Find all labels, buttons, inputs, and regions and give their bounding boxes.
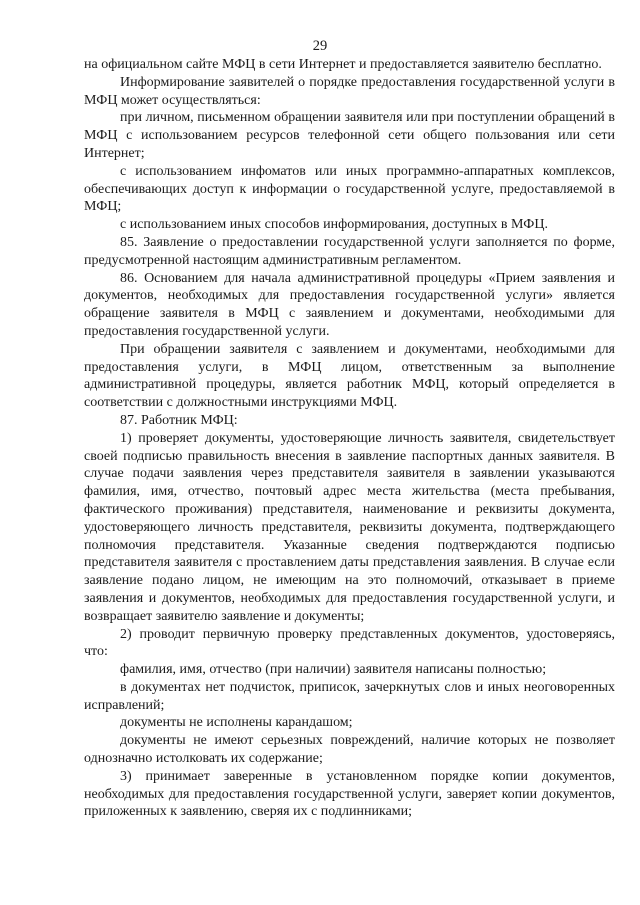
check-item-full-name: фамилия, имя, отчество (при наличии) заявителя написаны полностью; bbox=[120, 662, 547, 678]
paragraph-87-item-1: 1) проверяет документы, удостоверяющие личность заявителя, свидетельствует своей подписью правильность внесения в заявление паспортных данных заявителя. В случае подачи заявления через представителя заявителя в заявлении указываются фамилия, имя, отчество, почтовый адрес места жительства (места пребывания, фактического проживания) представителя, наименование и реквизиты документа, удостоверяющего личность представителя, реквизиты документа, подтверждающего полномочия представителя. Указанные сведения подтверждаются подписью представителя заявителя с проставлением даты представления заявления. В случае если заявление подано лицом, не имеющим на это полномочий, отказывает в приеме заявления и документов, необходимых для предоставления государственной услуги, и возвращает заявителю заявление и документы; bbox=[84, 430, 615, 624]
paragraph-personal-appeal: при личном, письменном обращении заявителя или при поступлении обращений в МФЦ с использованием ресурсов телефонной сети общего пользования или сети Интернет; bbox=[84, 110, 615, 161]
paragraph-85: 85. Заявление о предоставлении государственной услуги заполняется по форме, предусмотренной настоящим административным регламентом. bbox=[84, 234, 615, 268]
paragraph-86: 86. Основанием для начала административной процедуры «Прием заявления и документов, необходимых для предоставления государственной услуги» является обращение заявителя в МФЦ с заявлением и документами, необходимыми для предоставления государственной услуги. bbox=[84, 270, 615, 339]
check-item-no-corrections: в документах нет подчисток, приписок, зачеркнутых слов и иных неоговоренных исправлений; bbox=[84, 679, 615, 713]
paragraph-informing: Информирование заявителей о порядке предоставления государственной услуги в МФЦ может осуществляться: bbox=[84, 74, 615, 108]
check-item-no-damage: документы не имеют серьезных повреждений, наличие которых не позволяет однозначно истолковать их содержание; bbox=[84, 733, 615, 767]
document-body bbox=[84, 56, 615, 821]
paragraph-87-item-3: 3) принимает заверенные в установленном порядке копии документов, необходимых для предоставления государственной услуги, заверяет копии документов, приложенных к заявлению, сверяя их с подлинниками; bbox=[84, 768, 615, 820]
paragraph-other-ways: с использованием иных способов информирования, доступных в МФЦ. bbox=[120, 217, 548, 233]
paragraph-continuation: на официальном сайте МФЦ в сети Интернет и предоставляется заявителю бесплатно. bbox=[84, 57, 602, 72]
check-item-no-pencil: документы не исполнены карандашом; bbox=[120, 715, 353, 731]
page-number: 29 bbox=[312, 38, 328, 54]
paragraph-infomats: с использованием инфоматов или иных программно-аппаратных комплексов, обеспечивающих доступ к информации о государственной услуге, предоставляемой в МФЦ; bbox=[84, 163, 615, 215]
paragraph-87-item-2: 2) проводит первичную проверку представленных документов, удостоверяясь, что: bbox=[84, 626, 615, 660]
paragraph-responsible: При обращении заявителя с заявлением и документами, необходимыми для предоставления услуги, в МФЦ лицом, ответственным за выполнение административной процедуры, является работник МФЦ, который определяется в соответствии с должностными инструкциями МФЦ. bbox=[84, 341, 615, 411]
paragraph-87: 87. Работник МФЦ: bbox=[120, 412, 238, 428]
